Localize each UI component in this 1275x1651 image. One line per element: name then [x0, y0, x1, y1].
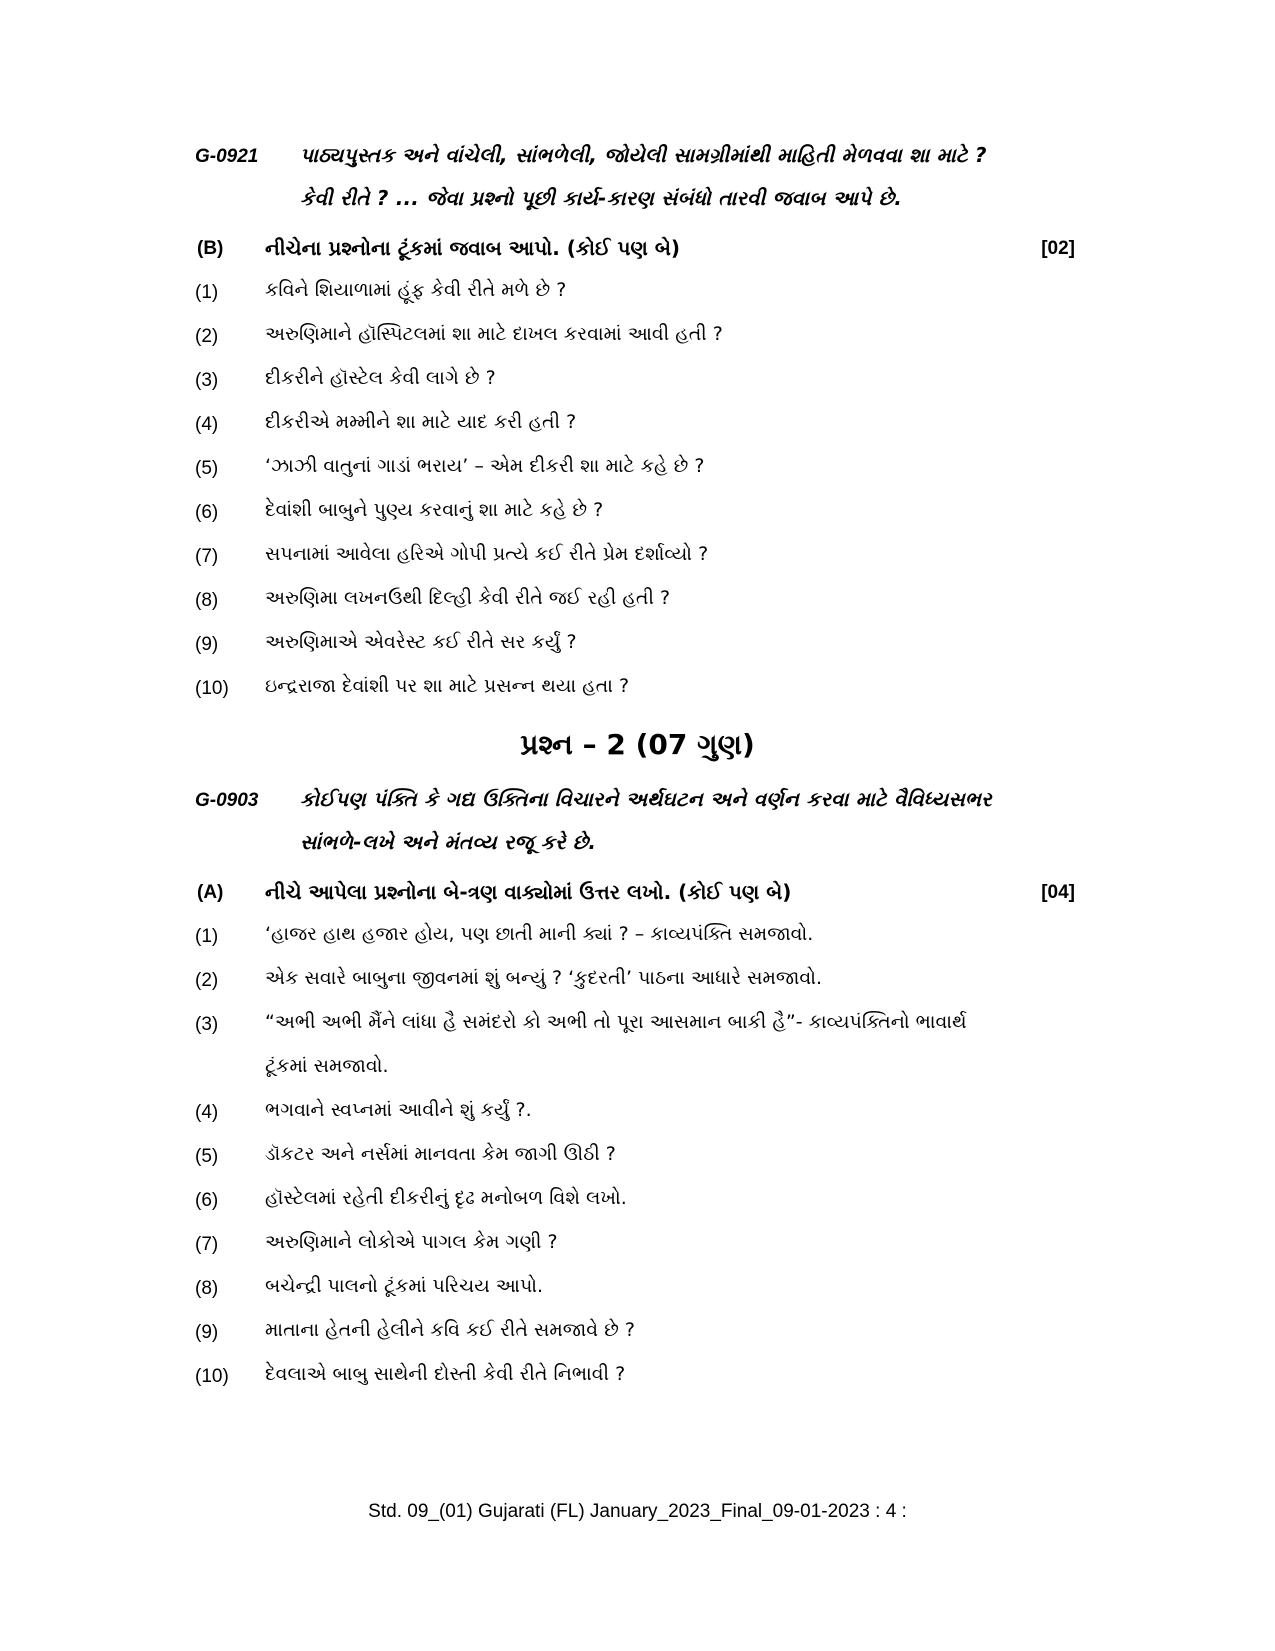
question-number: (2): [195, 326, 219, 347]
section-letter: (A): [197, 882, 224, 903]
question-text: ‘ઝાઝી વાતુનાં ગાડાં ભરાય’ – એમ દીકરી શા માટે કહે છે ?: [265, 455, 705, 477]
question-text: કવિને શિયાળામાં હૂંફ કેવી રીતે મળે છે ?: [265, 279, 567, 301]
section-marks: [04]: [1041, 882, 1075, 903]
question-number: (9): [195, 1322, 219, 1343]
question-number: (10): [195, 1366, 229, 1387]
question-number: (6): [195, 1190, 219, 1211]
page-footer: Std. 09_(01) Gujarati (FL) January_2023_Final_09-01-2023 : 4 :: [368, 1501, 907, 1522]
section-title: નીચે આપેલા પ્રશ્નોના બે-ત્રણ વાક્યોમાં ઉત્તર લખો. (કોઈ પણ બે): [265, 880, 792, 904]
question-heading: પ્રશ્ન – 2 (07 ગુણ): [520, 728, 755, 761]
section-letter: (B): [197, 238, 224, 259]
question-number: (1): [195, 926, 219, 947]
question-text: અરુણિમાને હૉસ્પિટલમાં શા માટે દાખલ કરવામાં આવી હતી ?: [265, 323, 723, 345]
question-text: અરુણિમા લખનઉથી દિલ્હી કેવી રીતે જઈ રહી હતી ?: [265, 587, 671, 609]
question-text: ઇન્દ્રરાજા દેવાંશી પર શા માટે પ્રસન્ન થયા હતા ?: [265, 675, 630, 697]
question-number: (3): [195, 1014, 219, 1035]
question-number: (3): [195, 370, 219, 391]
question-number: (8): [195, 1278, 219, 1299]
question-number: (2): [195, 970, 219, 991]
question-number: (4): [195, 414, 219, 435]
question-number: (8): [195, 590, 219, 611]
objective-text-line1: પાઠ્યપુસ્તક અને વાંચેલી, સાંભળેલી, જોયેલી સામગ્રીમાંથી માહિતી મેળવવા શા માટે ?: [300, 143, 987, 167]
question-text: અરુણિમાને લોકોએ પાગલ કેમ ગણી ?: [265, 1231, 558, 1253]
question-number: (5): [195, 458, 219, 479]
question-text: બચેન્દ્રી પાલનો ટૂંકમાં પરિચય આપો.: [265, 1275, 544, 1297]
question-number: (10): [195, 678, 229, 699]
question-text: હૉસ્ટેલમાં રહેતી દીકરીનું દૃઢ મનોબળ વિશે લખો.: [265, 1187, 627, 1209]
section-marks: [02]: [1041, 238, 1075, 259]
question-number: (7): [195, 546, 219, 567]
question-text: ડૉકટર અને નર્સમાં માનવતા કેમ જાગી ઊઠી ?: [265, 1143, 616, 1165]
question-number: (4): [195, 1102, 219, 1123]
question-text: ભગવાને સ્વપ્નમાં આવીને શું કર્યું ?.: [265, 1099, 532, 1121]
objective-text-line2: સાંભળે-લખે અને મંતવ્ય રજૂ કરે છે.: [300, 830, 597, 854]
question-text: દીકરીએ મમ્મીને શા માટે યાદ કરી હતી ?: [265, 411, 577, 433]
question-text: દેવાંશી બાબુને પુણ્ય કરવાનું શા માટે કહે છે ?: [265, 499, 604, 521]
objective-text-line2: કેવી રીતે ? ... જેવા પ્રશ્નો પૂછી કાર્ય-કારણ સંબંધો તારવી જવાબ આપે છે.: [300, 186, 903, 210]
question-text: સપનામાં આવેલા હરિએ ગોપી પ્રત્યે કઈ રીતે પ્રેમ દર્શાવ્યો ?: [265, 543, 709, 565]
question-text: દીકરીને હૉસ્ટેલ કેવી લાગે છે ?: [265, 367, 496, 389]
objective-code: G-0921: [195, 146, 259, 167]
question-text: માતાના હેતની હેલીને કવિ કઈ રીતે સમજાવે છે ?: [265, 1319, 635, 1341]
question-number: (9): [195, 634, 219, 655]
section-title: નીચેના પ્રશ્નોના ટૂંકમાં જવાબ આપો. (કોઈ પણ બે): [265, 236, 681, 260]
question-text: એક સવારે બાબુના જીવનમાં શું બન્યું ? ‘કુદરતી’ પાઠના આધારે સમજાવો.: [265, 967, 822, 989]
question-number: (5): [195, 1146, 219, 1167]
question-text: દેવલાએ બાબુ સાથેની દોસ્તી કેવી રીતે નિભાવી ?: [265, 1363, 626, 1385]
question-number: (7): [195, 1234, 219, 1255]
question-number: (1): [195, 282, 219, 303]
question-text: અરુણિમાએ એવરેસ્ટ કઈ રીતે સર કર્યું ?: [265, 631, 577, 653]
question-number: (6): [195, 502, 219, 523]
question-text-continued: ટૂંકમાં સમજાવો.: [265, 1055, 389, 1077]
objective-code: G-0903: [195, 790, 259, 811]
objective-text-line1: કોઈપણ પંક્તિ કે ગદ્ય ઉક્તિના વિચારને અર્થઘટન અને વર્ણન કરવા માટે વૈવિધ્યસભર: [300, 787, 992, 811]
question-text: “અભી અભી મૈંને લાંધા હૈ સમંદરો કો અભી તો પૂરા આસમાન બાકી હૈ”- કાવ્યપંક્તિનો ભાવાર્થ: [265, 1011, 967, 1033]
question-text: ‘હાજર હાથ હજાર હોય, પણ છાતી માની ક્યાં ? – કાવ્યપંક્તિ સમજાવો.: [265, 923, 814, 945]
